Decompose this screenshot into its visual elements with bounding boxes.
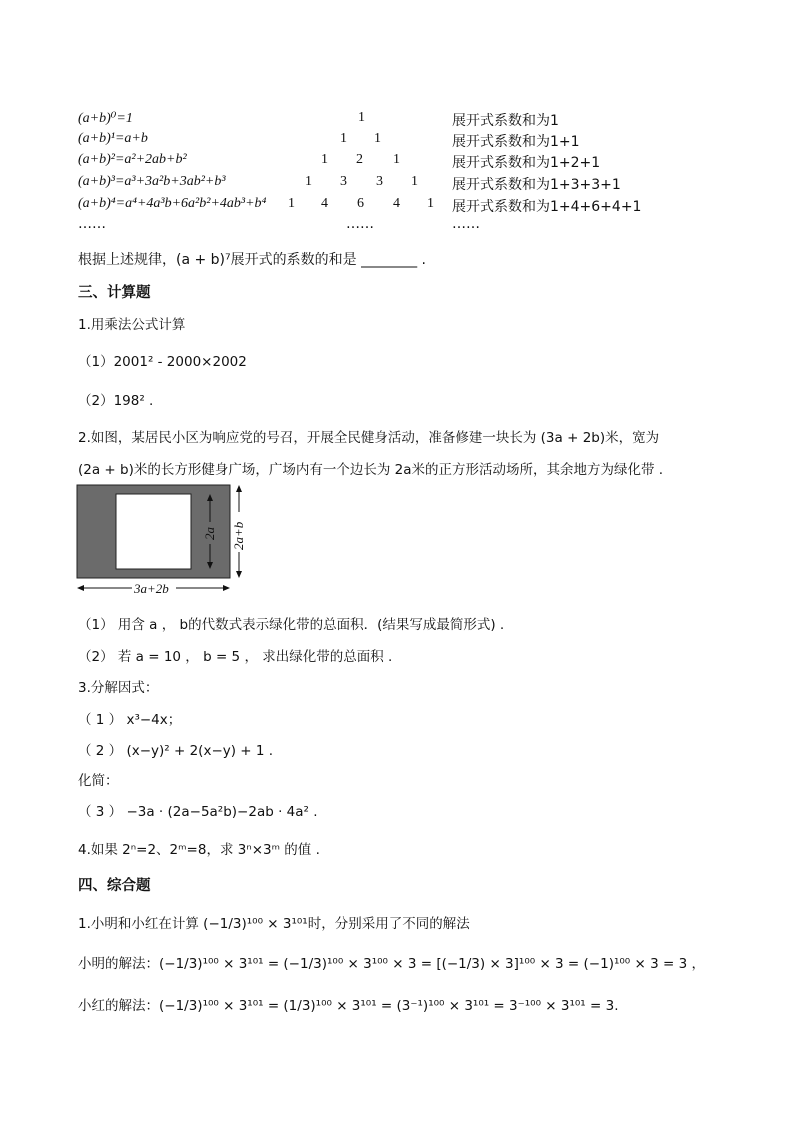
label-2ab: 2a+b [231, 521, 246, 550]
formula-row-4: (a+b)⁴=a⁴+4a³b+6a²b²+4ab³+b⁴ [78, 196, 267, 211]
ellipsis-note: …… [452, 216, 480, 232]
q4: 4.如果 2ⁿ=2、2ᵐ=8，求 3ⁿ×3ᵐ 的值 . [78, 842, 320, 858]
coef-row-4-1: 4 [321, 196, 328, 211]
ellipsis-formula: …… [78, 216, 106, 232]
note-row-0: 展开式系数和为1 [452, 113, 559, 129]
coef-row-4-2: 6 [357, 196, 364, 211]
q1-part2: （2）198² . [78, 393, 154, 409]
q3-part3: （ 3 ） −3a · (2a−5a²b)−2ab · 4a² . [78, 804, 318, 820]
q3-part1: （ 1 ） x³−4x； [78, 712, 182, 728]
ellipsis-coefs: …… [346, 216, 374, 232]
q2-line1: 2.如图，某居民小区为响应党的号召，开展全民健身活动，准备修建一块长为 (3a + 2b)米，宽为 [78, 430, 660, 446]
coef-row-2-2: 1 [393, 152, 400, 167]
q2-line2: (2a + b)米的长方形健身广场，广场内有一个边长为 2a米的正方形活动场所，其余地方为绿化带 . [78, 462, 664, 478]
rule-question: 根据上述规律，(a + b)⁷展开式的系数的和是 ________ . [78, 252, 426, 268]
coef-row-2-0: 1 [321, 152, 328, 167]
section3-title: 三、计算题 [78, 285, 151, 301]
arrow-3a2b-head-left [77, 585, 84, 591]
xiaohong-solution: 小红的解法：(−1/3)¹⁰⁰ × 3¹⁰¹ = (1/3)¹⁰⁰ × 3¹⁰¹ = (3⁻¹)¹⁰⁰ × 3¹⁰¹ = 3⁻¹⁰⁰ × 3¹⁰¹ = 3. [78, 998, 619, 1014]
note-row-1: 展开式系数和为1+1 [452, 134, 580, 150]
formula-row-0: (a+b)⁰=1 [78, 111, 133, 126]
label-2a: 2a [202, 527, 217, 540]
coef-row-0-0: 1 [358, 110, 365, 125]
coef-row-3-0: 1 [305, 174, 312, 189]
coef-row-1-1: 1 [374, 131, 381, 146]
garden-figure [74, 482, 264, 600]
q1-part1: （1）2001² - 2000×2002 [78, 354, 247, 370]
formula-row-2: (a+b)²=a²+2ab+b² [78, 152, 187, 167]
xiaoming-solution: 小明的解法：(−1/3)¹⁰⁰ × 3¹⁰¹ = (−1/3)¹⁰⁰ × 3¹⁰⁰ × 3 = [(−1/3) × 3]¹⁰⁰ × 3 = (−1)¹⁰⁰ × 3 = 3 ， [78, 956, 705, 972]
coef-row-3-1: 3 [340, 174, 347, 189]
label-3a2b: 3a+2b [134, 581, 169, 596]
coef-row-4-0: 1 [288, 196, 295, 211]
coef-row-1-0: 1 [340, 131, 347, 146]
note-row-3: 展开式系数和为1+3+3+1 [452, 177, 621, 193]
arrow-2ab-head-bottom [236, 571, 242, 578]
arrow-2ab-head-top [236, 485, 242, 492]
square-field [116, 494, 191, 569]
q3-simplify-label: 化简： [78, 773, 119, 789]
formula-row-1: (a+b)¹=a+b [78, 131, 148, 146]
note-row-4: 展开式系数和为1+4+6+4+1 [452, 199, 642, 215]
arrow-3a2b-head-right [223, 585, 230, 591]
coef-row-2-1: 2 [356, 152, 363, 167]
note-row-2: 展开式系数和为1+2+1 [452, 155, 601, 171]
q3-title: 3.分解因式： [78, 680, 159, 696]
coef-row-3-3: 1 [411, 174, 418, 189]
q1-title: 1.用乘法公式计算 [78, 317, 186, 333]
q2-part1: （1） 用含 a ， b的代数式表示绿化带的总面积．(结果写成最简形式) . [78, 617, 505, 633]
coef-row-3-2: 3 [376, 174, 383, 189]
section4-title: 四、综合题 [78, 878, 151, 894]
q3-part2: （ 2 ） (x−y)² + 2(x−y) + 1 . [78, 743, 274, 759]
formula-row-3: (a+b)³=a³+3a²b+3ab²+b³ [78, 174, 226, 189]
coef-row-4-3: 4 [393, 196, 400, 211]
q2-part2: （2） 若 a = 10 ， b = 5 ， 求出绿化带的总面积 . [78, 649, 393, 665]
s4-q1-intro: 1.小明和小红在计算 (−1/3)¹⁰⁰ × 3¹⁰¹时，分别采用了不同的解法 [78, 916, 470, 932]
coef-row-4-4: 1 [427, 196, 434, 211]
